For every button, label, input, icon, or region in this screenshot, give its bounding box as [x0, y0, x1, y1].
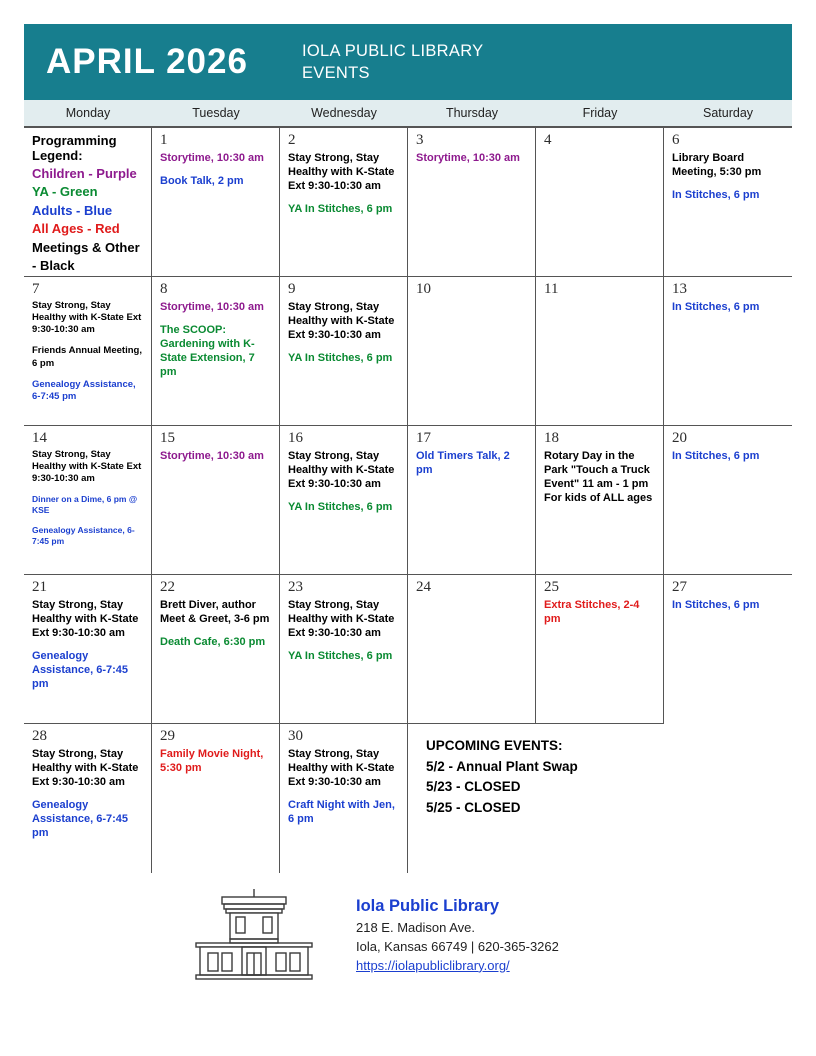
footer — [24, 873, 792, 983]
weekday-header-row — [24, 100, 792, 127]
calendar-day-cell[interactable] — [664, 277, 792, 426]
calendar-event: Stay Strong, Stay Healthy with K-State Ext 9:30-10:30 am — [32, 449, 142, 485]
calendar-day-cell[interactable] — [536, 128, 664, 277]
calendar-day-cell[interactable] — [152, 277, 280, 426]
calendar-event: Extra Stitches, 2-4 pm — [544, 599, 640, 626]
legend-item: Meetings & Other - Black — [32, 239, 140, 274]
day-number: 8 — [160, 281, 168, 297]
calendar-event: Stay Strong, Stay Healthy with K-State Ext 9:30-10:30 am — [288, 450, 395, 491]
calendar-event: Craft Night with Jen, 6 pm — [288, 799, 395, 826]
calendar-event: YA In Stitches, 6 pm — [288, 203, 393, 216]
legend-item: YA - Green — [32, 184, 98, 200]
calendar-day-cell[interactable] — [408, 277, 536, 426]
calendar-day-cell[interactable] — [408, 575, 536, 724]
calendar-event: Storytime, 10:30 am — [160, 152, 264, 164]
calendar-day-cell[interactable] — [536, 426, 664, 575]
day-number: 28 — [32, 728, 47, 744]
legend-item: Adults - Blue — [32, 202, 113, 218]
calendar-event: Stay Strong, Stay Healthy with K-State Ext 9:30-10:30 am — [288, 152, 395, 193]
calendar-day-cell[interactable] — [24, 426, 152, 575]
calendar-event: Genealogy Assistance, 6-7:45 pm — [32, 378, 136, 402]
weekday-thursday: Thursday — [445, 106, 499, 120]
calendar-event: Stay Strong, Stay Healthy with K-State Ext 9:30-10:30 am — [288, 301, 395, 342]
programming-legend — [24, 128, 152, 277]
page-title: APRIL 2026 — [46, 42, 248, 81]
calendar-day-cell[interactable] — [152, 724, 280, 873]
weekday-monday: Monday — [65, 106, 111, 120]
upcoming-events-panel — [408, 724, 664, 873]
calendar-event: In Stitches, 6 pm — [672, 301, 760, 313]
day-number: 11 — [544, 281, 559, 297]
calendar-day-cell[interactable] — [280, 575, 408, 724]
day-number: 13 — [672, 281, 687, 297]
calendar-event: Genealogy Assistance, 6-7:45 pm — [32, 650, 128, 691]
day-number: 24 — [416, 579, 431, 595]
library-building-icon — [174, 883, 334, 983]
day-number: 18 — [544, 430, 559, 446]
calendar-event: Death Cafe, 6:30 pm — [160, 636, 266, 649]
calendar-day-cell[interactable] — [408, 426, 536, 575]
legend-item: Children - Purple — [32, 166, 137, 181]
upcoming-events-title: UPCOMING EVENTS: — [426, 738, 563, 753]
day-number: 30 — [288, 728, 303, 744]
day-number: 9 — [288, 281, 296, 297]
weekday-tuesday: Tuesday — [192, 106, 240, 120]
legend-item: All Ages - Red — [32, 221, 120, 237]
calendar-event: Friends Annual Meeting, 6 pm — [32, 345, 142, 369]
calendar-day-cell[interactable] — [24, 724, 152, 873]
calendar-event: Stay Strong, Stay Healthy with K-State Ext 9:30-10:30 am — [32, 748, 139, 789]
calendar-day-cell[interactable] — [280, 128, 408, 277]
calendar-event: The SCOOP: Gardening with K-State Extension, 7 pm — [160, 324, 255, 379]
day-number: 10 — [416, 281, 431, 297]
calendar-event: Family Movie Night, 5:30 pm — [160, 748, 264, 775]
calendar-event: Book Talk, 2 pm — [160, 175, 244, 188]
calendar-day-cell[interactable] — [664, 128, 792, 277]
day-number: 23 — [288, 579, 303, 595]
footer-address-line1: 218 E. Madison Ave. — [356, 920, 476, 935]
calendar-event: Genealogy Assistance, 6-7:45 pm — [32, 525, 135, 547]
calendar-day-cell[interactable] — [408, 128, 536, 277]
calendar-event: Library Board Meeting, 5:30 pm — [672, 152, 762, 179]
calendar-event: Storytime, 10:30 am — [160, 450, 264, 462]
calendar-event: Storytime, 10:30 am — [416, 152, 520, 164]
calendar-event: Stay Strong, Stay Healthy with K-State Ext 9:30-10:30 am — [32, 599, 139, 640]
calendar-day-cell[interactable] — [24, 277, 152, 426]
day-number: 25 — [544, 579, 559, 595]
calendar-day-cell[interactable] — [536, 575, 664, 724]
upcoming-event-line: 5/2 - Annual Plant Swap — [426, 759, 578, 774]
day-number: 1 — [160, 132, 168, 148]
calendar-day-cell[interactable] — [664, 575, 792, 724]
day-number: 20 — [672, 430, 687, 446]
legend-title: Programming Legend: — [32, 133, 117, 163]
calendar-event: In Stitches, 6 pm — [672, 599, 760, 611]
calendar-event: YA In Stitches, 6 pm — [288, 352, 393, 365]
weekday-wednesday: Wednesday — [311, 106, 377, 120]
calendar-day-cell[interactable] — [152, 128, 280, 277]
calendar-day-cell[interactable] — [280, 277, 408, 426]
footer-library-name: Iola Public Library — [356, 897, 500, 915]
calendar-event: Old Timers Talk, 2 pm — [416, 450, 510, 477]
footer-address-line2: Iola, Kansas 66749 | 620-365-3262 — [356, 938, 559, 954]
calendar-day-cell[interactable] — [152, 426, 280, 575]
calendar-day-cell[interactable] — [24, 575, 152, 724]
day-number: 17 — [416, 430, 431, 446]
calendar-header — [24, 24, 792, 100]
upcoming-event-line: 5/25 - CLOSED — [426, 799, 521, 815]
calendar-event: Stay Strong, Stay Healthy with K-State Ext 9:30-10:30 am — [32, 300, 142, 336]
calendar-grid — [24, 127, 792, 873]
calendar-day-cell[interactable] — [664, 426, 792, 575]
library-events-title: IOLA PUBLIC LIBRARY EVENTS — [301, 41, 484, 82]
day-number: 21 — [32, 579, 47, 595]
calendar-event: Stay Strong, Stay Healthy with K-State Ext 9:30-10:30 am — [288, 599, 395, 640]
calendar-event: Dinner on a Dime, 6 pm @ KSE — [32, 494, 138, 516]
day-number: 22 — [160, 579, 175, 595]
calendar-day-cell[interactable] — [536, 277, 664, 426]
calendar-event: Storytime, 10:30 am — [160, 301, 264, 313]
day-number: 14 — [32, 430, 47, 446]
day-number: 6 — [672, 132, 680, 148]
calendar-event: In Stitches, 6 pm — [672, 450, 760, 462]
calendar-day-cell[interactable] — [280, 426, 408, 575]
day-number: 16 — [288, 430, 303, 446]
calendar-event: Genealogy Assistance, 6-7:45 pm — [32, 799, 128, 840]
calendar-event: Brett Diver, author Meet & Greet, 3-6 pm — [160, 599, 270, 626]
calendar-event: YA In Stitches, 6 pm — [288, 650, 393, 663]
day-number: 29 — [160, 728, 175, 744]
calendar-event: Stay Strong, Stay Healthy with K-State Ext 9:30-10:30 am — [288, 748, 395, 789]
calendar-event: YA In Stitches, 6 pm — [288, 501, 393, 514]
calendar-day-cell[interactable] — [280, 724, 408, 873]
calendar-event: Rotary Day in the Park "Touch a Truck Event" 11 am - 1 pm For kids of ALL ages — [544, 450, 653, 505]
day-number: 2 — [288, 132, 296, 148]
day-number: 15 — [160, 430, 175, 446]
weekday-saturday: Saturday — [702, 106, 754, 120]
weekday-friday: Friday — [582, 106, 618, 120]
calendar-day-cell[interactable] — [152, 575, 280, 724]
day-number: 7 — [32, 281, 40, 297]
day-number: 27 — [672, 579, 687, 595]
day-number: 3 — [416, 132, 424, 148]
calendar-event: In Stitches, 6 pm — [672, 189, 760, 202]
footer-website-link[interactable]: https://iolapubliclibrary.org/ — [356, 957, 510, 973]
day-number: 4 — [544, 132, 552, 148]
upcoming-event-line: 5/23 - CLOSED — [426, 779, 521, 795]
